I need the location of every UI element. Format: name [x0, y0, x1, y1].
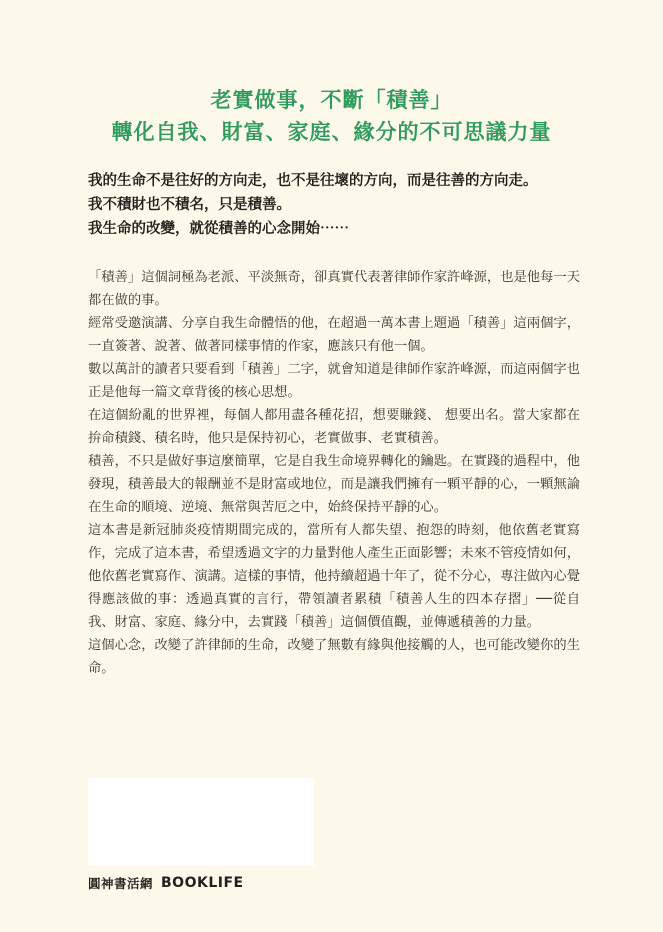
- blank-panel: [88, 778, 314, 866]
- intro-quote: [88, 169, 588, 241]
- publisher-name-english: BOOKLIFE: [161, 875, 244, 891]
- body-paragraph-5: 積善，不只是做好事這麼簡單，它是自我生命境界轉化的鑰匙。在實踐的過程中，他發現，積善最大的報酬並不是財富或地位，而是讓我們擁有一顆平靜的心，一顆無論在生命的順境、逆境、無常與苦厄之中，始終保持平靜的心。: [88, 454, 580, 515]
- body-paragraph-1: 「積善」這個詞極為老派、平淡無奇，卻真實代表著律師作家許峰源，也是他每一天都在做的事。: [88, 270, 580, 308]
- intro-line-2: 我不積財也不積名，只是積善。: [88, 196, 291, 213]
- intro-line-1: 我的生命不是往好的方向走，也不是往壞的方向，而是往善的方向走。: [88, 172, 538, 189]
- body-paragraph-4: 在這個紛亂的世界裡，每個人都用盡各種花招，想要賺錢、 想要出名。當大家都在拚命積錢、積名時，他只是保持初心，老實做事、老實積善。: [88, 408, 580, 446]
- publisher-name-chinese: 圓神書活網: [88, 876, 154, 891]
- intro-line-3: 我生命的改變，就從積善的心念開始⋯⋯: [88, 220, 349, 237]
- body-paragraph-2: 經常受邀演講、分享自我生命體悟的他，在超過一萬本書上題過「積善」這兩個字，一直簽著、說著、做著同樣事情的作家，應該只有他一個。: [88, 316, 580, 354]
- body-paragraph-7: 這個心念，改變了許律師的生命，改變了無數有緣與他接觸的人，也可能改變你的生命。: [88, 638, 580, 676]
- body-paragraph-6: 這本書是新冠肺炎疫情期間完成的，當所有人都失望、抱怨的時刻，他依舊老實寫作，完成了這本書，希望透過文字的力量對他人產生正面影響；未來不管疫情如何，他依舊老實寫作、演講。這樣的事情，他持續超過十年了，從不分心，專注做內心覺得應該做的事：透過真實的言行，帶領讀者累積「積善人生的四本存摺」──從自我、財富、家庭、緣分中，去實踐「積善」這個價值觀，並傳遞積善的力量。: [88, 523, 580, 630]
- publisher-logo: [88, 872, 244, 894]
- body-text: [88, 266, 580, 680]
- body-paragraph-3: 數以萬計的讀者只要看到「積善」二字，就會知道是律師作家許峰源，而這兩個字也正是他每一篇文章背後的核心思想。: [88, 362, 580, 400]
- headline: [0, 84, 663, 148]
- headline-line-1: 老實做事，不斷「積善」: [210, 87, 453, 112]
- headline-line-2: 轉化自我、財富、家庭、緣分的不可思議力量: [111, 119, 552, 144]
